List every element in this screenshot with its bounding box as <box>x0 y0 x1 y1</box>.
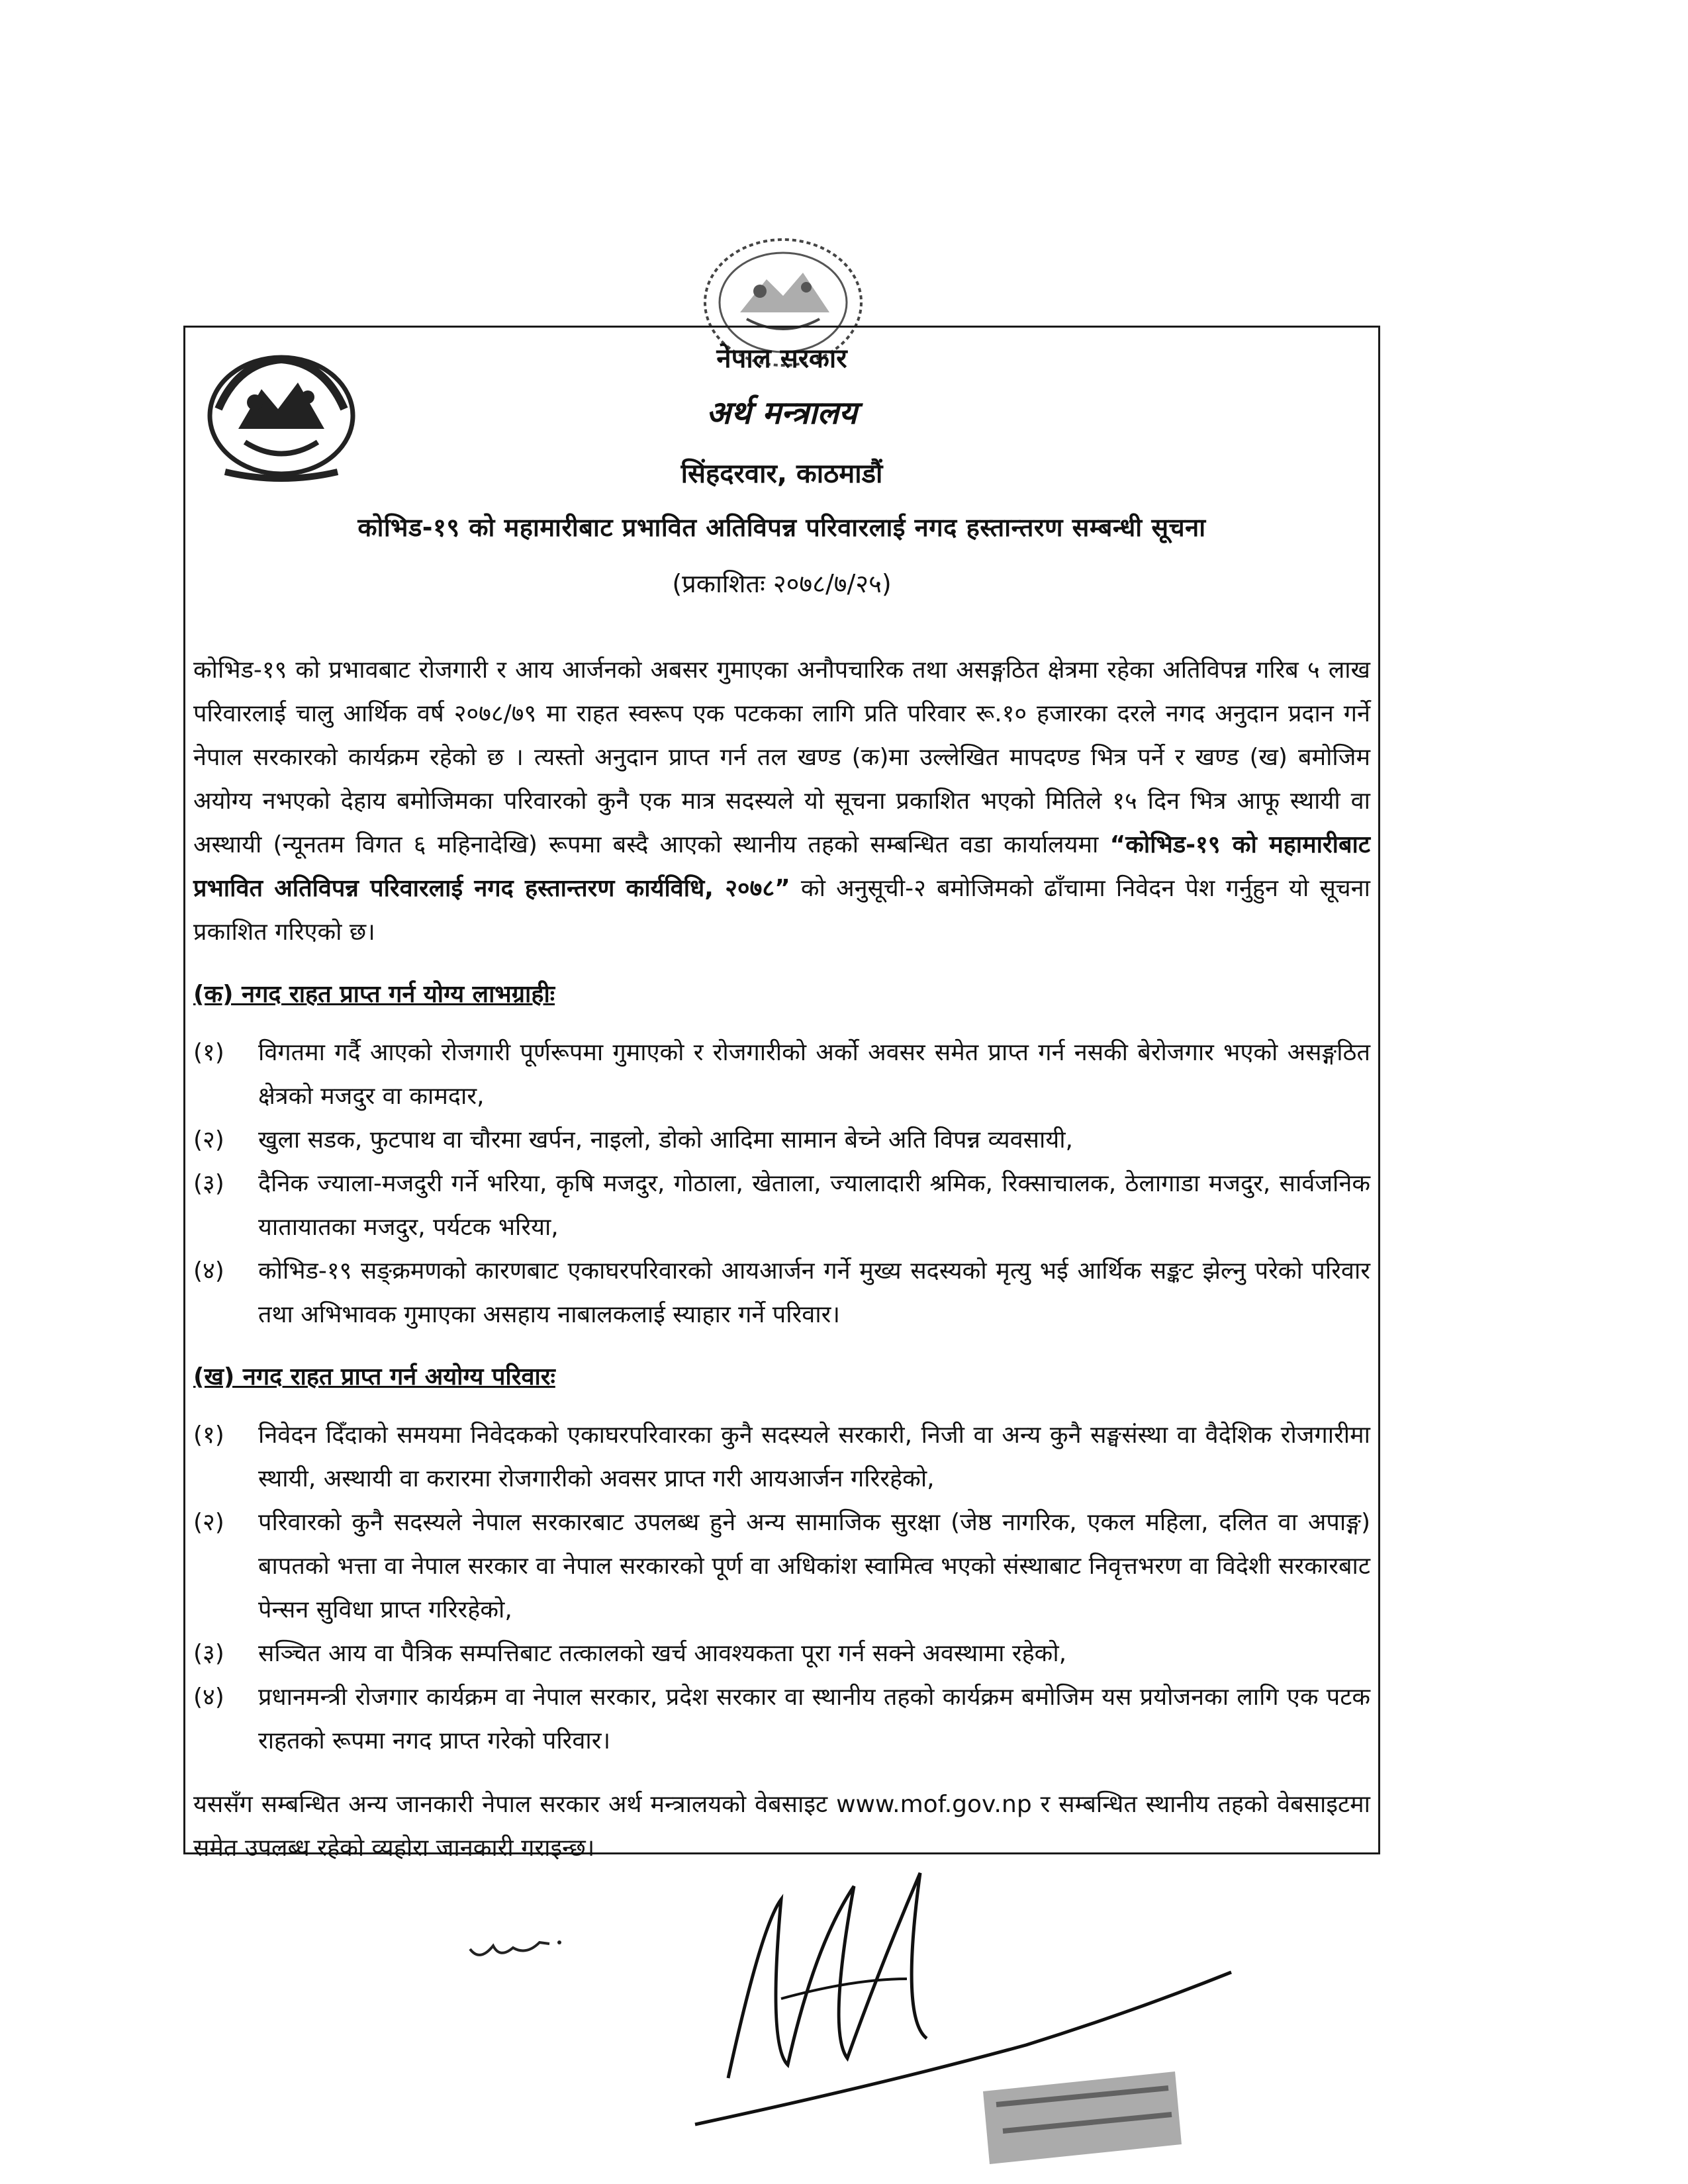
item-number: (१) <box>193 1422 224 1449</box>
item-number: (४) <box>193 1684 224 1711</box>
list-item <box>193 1632 1370 1676</box>
section-b-list <box>193 1414 1370 1763</box>
office-location: सिंहदरवार, काठमाडौं <box>680 459 883 489</box>
notice-title: कोभिड-१९ को महामारीबाट प्रभावित अतिविपन्न परिवारलाई नगद हस्तान्तरण सम्बन्धी सूचना <box>357 513 1206 542</box>
section-a-heading: (क) नगद राहत प्राप्त गर्न योग्य लाभग्राहीः <box>193 981 555 1008</box>
procedure-name: “कोभिड-१९ को महामारीबाट प्रभावित अतिविपन्न परिवारलाई नगद हस्तान्तरण कार्यविधि, २०७८” <box>193 831 1370 902</box>
list-item <box>193 1414 1370 1501</box>
notice-body <box>193 649 1370 1870</box>
item-text: परिवारको कुनै सदस्यले नेपाल सरकारबाट उपलब्ध हुने अन्य सामाजिक सुरक्षा (जेष्ठ नागरिक, एकल महिला, दलित वा अपाङ्ग) बापतको भत्ता वा नेपाल सरकार वा नेपाल सरकारको पूर्ण वा अधिकांश स्वामित्व भएको संस्थाबाट निवृत्तभरण वा विदेशी सरकारबाट पेन्सन सुविधा प्राप्त गरिरहेको, <box>258 1509 1370 1623</box>
closing-paragraph: यससँग सम्बन्धित अन्य जानकारी नेपाल सरकार अर्थ मन्त्रालयको वेबसाइट www.mof.gov.np र सम्बन्धित स्थानीय तहको वेबसाइटमा समेत उपलब्ध रहेको व्यहोरा जानकारी गराइन्छ। <box>193 1791 1370 1862</box>
item-text: कोभिड-१९ सङ्क्रमणको कारणबाट एकाघरपरिवारको आयआर्जन गर्ने मुख्य सदस्यको मृत्यु भई आर्थिक सङ्कट झेल्नु परेको परिवार तथा अभिभावक गुमाएका असहाय नाबालकलाई स्याहार गर्ने परिवार। <box>258 1257 1370 1328</box>
item-text: प्रधानमन्त्री रोजगार कार्यक्रम वा नेपाल सरकार, प्रदेश सरकार वा स्थानीय तहको कार्यक्रम बमोजिम यस प्रयोजनका लागि एक पटक राहतको रूपमा नगद प्राप्त गरेको परिवार। <box>258 1684 1370 1754</box>
list-item <box>193 1118 1370 1162</box>
item-number: (४) <box>193 1257 224 1285</box>
item-text: दैनिक ज्याला-मजदुरी गर्ने भरिया, कृषि मजदुर, गोठाला, खेताला, ज्यालादारी श्रमिक, रिक्साचालक, ठेलागाडा मजदुर, सार्वजनिक यातायातका मजदुर, पर्यटक भरिया, <box>258 1170 1370 1241</box>
list-item <box>193 1250 1370 1337</box>
intro-paragraph <box>193 649 1370 954</box>
section-a-list <box>193 1031 1370 1337</box>
published-date: (प्रकाशितः २०७८/७/२५) <box>672 569 892 598</box>
intro-text-1: कोभिड-१९ को प्रभावबाट रोजगारी र आय आर्जनको अबसर गुमाएका अनौपचारिक तथा असङ्गठित क्षेत्रमा रहेका अतिविपन्न गरिब ५ लाख परिवारलाई चालु आर्थिक वर्ष २०७८/७९ मा राहत स्वरूप एक पटकका लागि प्रति परिवार रू.१० हजारका दरले नगद अनुदान प्रदान गर्ने नेपाल सरकारको कार्यक्रम रहेको छ । त्यस्तो अनुदान प्राप्त गर्न तल खण्ड (क)मा उल्लेखित मापदण्ड भित्र पर्ने र खण्ड (ख) बमोजिम अयोग्य नभएको देहाय बमोजिमका परिवारको कुनै एक मात्र सदस्यले यो सूचना प्रकाशित भएको मितिले १५ दिन भित्र आफू स्थायी वा अस्थायी (न्यूनतम विगत ६ महिनादेखि) रूपमा बस्दै आएको स्थानीय तहको सम्बन्धित वडा कार्यालयमा <box>193 657 1370 858</box>
item-number: (१) <box>193 1039 224 1066</box>
item-text: खुला सडक, फुटपाथ वा चौरमा खर्पन, नाइलो, डोको आदिमा सामान बेच्ने अति विपन्न व्यवसायी, <box>258 1126 1073 1154</box>
item-number: (३) <box>193 1170 224 1197</box>
intro-text-2: को अनुसूची-२ बमोजिमको ढाँचामा निवेदन पेश गर्नुहुन यो सूचना प्रकाशित गरिएको छ। <box>193 875 1370 946</box>
item-text: विगतमा गर्दै आएको रोजगारी पूर्णरूपमा गुमाएको र रोजगारीको अर्को अवसर समेत प्राप्त गर्न नसकी बेरोजगार भएको असङ्गठित क्षेत्रको मजदुर वा कामदार, <box>258 1039 1370 1110</box>
item-text: सञ्चित आय वा पैत्रिक सम्पत्तिबाट तत्कालको खर्च आवश्यकता पूरा गर्न सक्ने अवस्थामा रहेको, <box>258 1640 1067 1667</box>
list-item <box>193 1162 1370 1250</box>
government-name: नेपाल सरकार <box>716 343 847 374</box>
ministry-name: अर्थ मन्त्रालय <box>706 394 857 432</box>
designation-stamp-icon <box>976 2065 1188 2171</box>
list-item <box>193 1501 1370 1632</box>
item-text: निवेदन दिँदाको समयमा निवेदकको एकाघरपरिवारका कुनै सदस्यले सरकारी, निजी वा अन्य कुनै सङ्घसंस्था वा वैदेशिक रोजगारीमा स्थायी, अस्थायी वा करारमा रोजगारीको अवसर प्राप्त गरी आयआर्जन गरिरहेको, <box>258 1422 1370 1492</box>
list-item <box>193 1031 1370 1118</box>
initial-signature-icon <box>467 1923 573 1976</box>
section-b-heading: (ख) नगद राहत प्राप्त गर्न अयोग्य परिवारः <box>193 1363 555 1390</box>
item-number: (३) <box>193 1640 224 1667</box>
item-number: (२) <box>193 1126 224 1154</box>
item-number: (२) <box>193 1509 224 1536</box>
list-item <box>193 1676 1370 1763</box>
